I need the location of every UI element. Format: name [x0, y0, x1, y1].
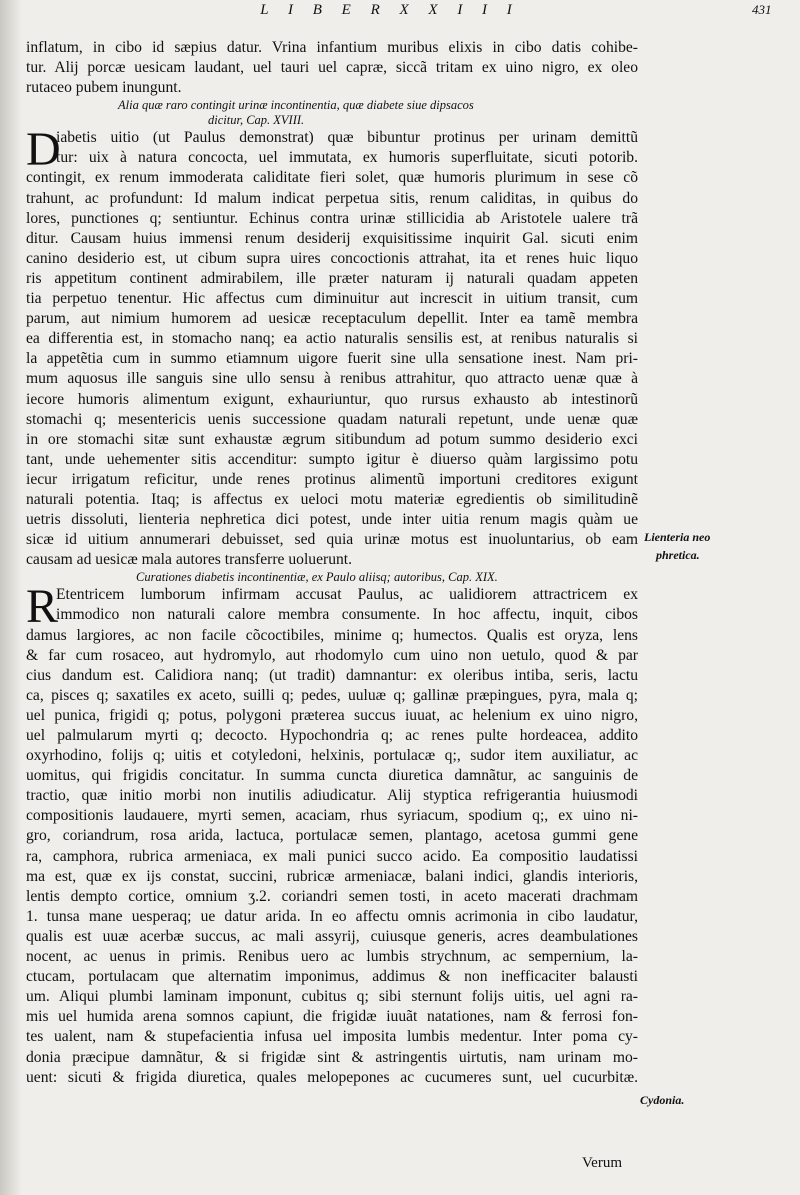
chapter-18-text-line: sicæ id uitium annumerari debuisset, sed quia urinæ motus est inuoluntarius, ob eam [26, 531, 638, 549]
chapter-19-text-line: 1. tunsa mane uesperaq; ue datur arida. In eo affectu omnis acrimonia in cibo laudatur, [26, 907, 638, 925]
running-head: L I B E R X X I I I [260, 2, 520, 18]
chapter-19-text-line: ca, pisces q; saxatiles ex aceto, suilli q; pedes, uuluæ q; gallinæ præpingues, pyra, mala q; [26, 686, 638, 704]
chapter-19-body [26, 580, 638, 1087]
chapter-19-text-line: uomitus, qui frigidis concitatur. In summa cuncta diuretica damnãtur, ac sanguinis de [26, 767, 638, 785]
chapter-18-text-line: causam ad uesicæ mala autores transferre uoluerunt. [26, 551, 353, 569]
chapter-19-text-line: oxyrhodino, folijs q; uitis et cotyledoni, helxinis, portulacæ q;, sudor item auxiliatur, ac [26, 747, 638, 765]
chapter-18-heading-line1: Alia quæ raro contingit urinæ incontinentia, quæ diabete siue dipsacos [118, 98, 474, 113]
chapter-18-text-line: ris appetitum continent admirabilem, ille præter naturam ij naturali quadam appeten [26, 269, 638, 287]
chapter-18-text-line: tur: uix à natura concocta, uel immutata, ex humoris superfluitate, sicuti potorib. [56, 149, 638, 167]
chapter-19-text-line: cius dandum est. Calidiora nanq; (ut tradit) damnantur: ex oleribus intiba, seris, lactu [26, 666, 638, 684]
chapter-19-text-line: damus largiores, ac non facile cõcoctibiles, minime q; humectos. Qualis est oryza, lens [26, 626, 638, 644]
chapter-19-text-line: uent: sicuti & frigida diuretica, quales melopepones ac cucumeres sunt, uel cucurbitæ. [26, 1068, 638, 1086]
margin-note-lienteria-2: phretica. [656, 548, 700, 562]
drop-cap-d: D [26, 123, 61, 177]
main-text-block [26, 38, 638, 1088]
chapter-18-text-line: uetris dissoluti, lienteria nephretica dici potest, unde inter uitia renum magis quàm ue [26, 511, 638, 529]
chapter-19-text-line: compositionis laudauere, myrti semen, acaciam, rhus syriacum, spodium q;, ex uino ni- [26, 807, 638, 825]
chapter-18-text-line: in ore stomachi sitæ sunt exhaustæ ægrum sitibundum ad potum summo desiderio exci [26, 430, 638, 448]
chapter-19-heading: Curationes diabetis incontinentiæ, ex Paulo aliisq; autoribus, Cap. XIX. [136, 570, 498, 585]
chapter-18-text-line: trahunt, ac profundunt: Id malum indicat perpetua sitis, renum caliditas, in quibus do [26, 189, 638, 207]
chapter-19-text-line: ra, camphora, rubrica armeniaca, ex mali punici succo acido. Ea compositio laudatissi [26, 847, 638, 865]
chapter-18-text-line: contingit, ex renum immoderata caliditate fieri solet, quæ humoris plurimum in sese cõ [26, 169, 638, 187]
chapter-19-text-line: qualis est uuæ acerbæ succus, ac mali assyrij, cuiusque generis, acres deambulationes [26, 927, 638, 945]
chapter-19-text-line: tractio, quæ initio morbi non inutilis adiudicatur. Alij styptica refrigerantia huiusmodi [26, 787, 638, 805]
continued-text-line: tur. Alij porcæ uesicam laudant, uel tauri uel capræ, siccã tritam ex uino nigro, ex oleo [26, 59, 638, 77]
chapter-19-text-line: mis uel humida arena somnos capiunt, die frigidæ iuuãt natationes, nam & ferrosi fon- [26, 1008, 638, 1026]
catchword: Verum [582, 1155, 622, 1171]
chapter-19-text-line: immodico non naturali calore membra consumente. In hoc affectu, inquit, cibos [56, 606, 638, 624]
chapter-18-text-line: iabetis uitio (ut Paulus demonstrat) quæ bibuntur protinus per urinam demittũ [56, 129, 638, 147]
chapter-18-text-line: tia perpetuo tenentur. Hic affectus cum diminuitur aut increscit in uitium transit, cum [26, 290, 638, 308]
continued-text [26, 38, 638, 98]
margin-note-lienteria-1: Lienteria neo [644, 530, 711, 544]
chapter-19-text-line: nocent, ac uenus in primis. Renibus uero ac lumbis strychnum, ac sempernium, la- [26, 948, 638, 966]
chapter-19-text-line: & far cum rosaceo, aut hydromylo, aut rhodomylo cum uino non uetulo, quod & par [26, 646, 638, 664]
chapter-18-text-line: tant, unde uehementer sitis accenditur: sumpto igitur è diuerso quàm largissimo potu [26, 450, 638, 468]
chapter-19-text-line: gro, coriandrum, rosa arida, lactuca, portulacæ semen, plantago, acetosa gummi gene [26, 827, 638, 845]
chapter-19-text-line: tes ualent, nam & stupefacientia infusa uel imposita lumbis medentur. Inter poma cy- [26, 1028, 638, 1046]
margin-note-cydonia: Cydonia. [640, 1093, 685, 1107]
chapter-19-text-line: ctucam, portulacam que alternatim imponimus, addimus & non inefficaciter balausti [26, 968, 638, 986]
chapter-18-body [26, 123, 638, 570]
chapter-19-text-line: uel punica, frigidi q; potus, polygoni præterea succus iuuat, ac helenium ex uino nigro, [26, 706, 638, 724]
chapter-19-text-line: donia præcipue damnãtur, & si frigidæ sint & astringentis uirtutis, nam urinam mo- [26, 1048, 638, 1066]
chapter-18-text-line: canino desiderio est, ut cibum supra uires concoctionis attrahat, ita et renes huic liquo [26, 249, 638, 267]
chapter-18-text-line: ditur. Causam huius immensi renum desiderij exquisitissime inquirit Gal. sicuti enim [26, 229, 638, 247]
chapter-19-text-line: uel palmularum myrti q; decocto. Hypochondria q; ac renes pulte hordeacea, addito [26, 727, 638, 744]
chapter-18-heading-line2: dicitur, Cap. XVIII. [208, 113, 305, 128]
chapter-19-text-line: lentis dempto cortice, omnium ʒ.2. coriandri semen tosti, in aceto macerati drachmam [26, 887, 638, 905]
chapter-18-text-line: naturali potentia. Itaq; is affectus ex ueloci motu materiæ egredientis ob similitudinẽ [26, 490, 638, 508]
chapter-18-text-line: ea differentia est, in stomacho nanq; ea actio naturalis sensilis est, at renibus naturalis si [26, 330, 638, 348]
gutter-shadow [0, 0, 22, 1195]
continued-text-line: inflatum, in cibo id sæpius datur. Vrina infantium muribus elixis in cibo datis cohibe- [26, 39, 638, 56]
chapter-19-text-line: um. Aliqui plumbi laminam imponunt, cubitus q; sibi sternunt folijs uitis, uel agni ra- [26, 988, 638, 1006]
chapter-18-text-line: iecur irrigatum reficitur, unde renes protinus alimentũ importuni creditores exigunt [26, 470, 638, 488]
chapter-18-text-line: stomachi q; mesentericis uenis successione quadam naturali repetunt, unde uenæ quæ [26, 410, 638, 428]
chapter-18-text-line: la appetẽtia cum in summo etiamnum uigore fuerit sine ulla sensatione inest. Nam pri- [26, 350, 638, 368]
drop-cap-r: R [26, 580, 59, 634]
page-number: 431 [752, 2, 772, 17]
chapter-19-text-line: ma est, quæ ex ijs constat, succini, rubricæ armeniacæ, balani indici, glandis interioris, [26, 867, 638, 885]
chapter-18-text-line: iecore humoris alimentum exigunt, exhauriuntur, quo rursus exhausto ab intestinorũ [26, 390, 638, 408]
continued-text-line: rutaceo pubem inungunt. [26, 79, 182, 97]
chapter-18-text-line: mum aquosus ille sanguis sine ullo sensu à renibus attrahitur, quo attracto uenæ quæ à [26, 370, 638, 388]
chapter-18-text-line: parum, aut nimium humorem ad uesicæ receptaculum depellit. Inter ea tamẽ membra [26, 310, 638, 328]
chapter-19-text-line: Etentricem lumborum infirmam accusat Paulus, ac ualidiorem attractricem ex [56, 586, 638, 604]
chapter-18-text-line: lores, punctiones q; sentiuntur. Echinus contra urinæ stillicidia ab Aristotele ualere trã [26, 209, 638, 227]
